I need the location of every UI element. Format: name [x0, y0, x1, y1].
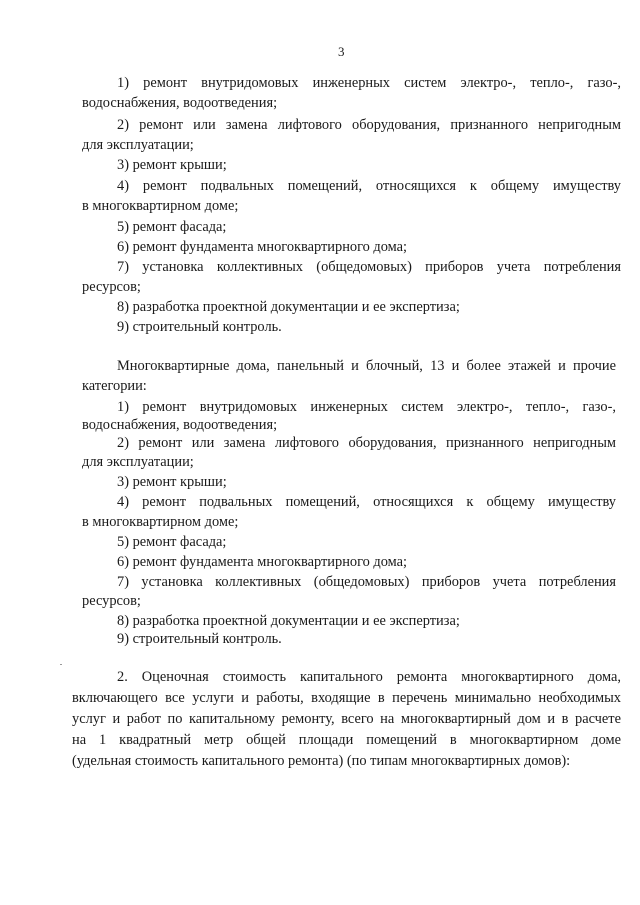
list-item-line: 9) строительный контроль.: [117, 319, 282, 335]
list-item-line: ресурсов;: [82, 593, 141, 609]
section-heading: категории:: [82, 378, 147, 394]
list-item-line: 2) ремонт или замена лифтового оборудования, признанного непригодным: [117, 117, 621, 133]
list-item-line: водоснабжения, водоотведения;: [82, 417, 278, 433]
paragraph-line: на 1 квадратный метр общей площади помещений в многоквартирном доме: [72, 732, 621, 748]
paragraph-line: услуг и работ по капитальному ремонту, всего на многоквартирный дом и в расчете: [72, 711, 621, 727]
list-item-line: 7) установка коллективных (общедомовых) приборов учета потребления: [117, 574, 616, 590]
list-item-line: 2) ремонт или замена лифтового оборудования, признанного непригодным: [117, 435, 616, 451]
paragraph-line: 2. Оценочная стоимость капитального ремонта многоквартирного дома,: [117, 669, 621, 685]
list-item-line: 3) ремонт крыши;: [117, 474, 227, 490]
list-item-line: 7) установка коллективных (общедомовых) приборов учета потребления: [117, 259, 621, 275]
list-item-line: 9) строительный контроль.: [117, 631, 282, 647]
list-item-line: 6) ремонт фундамента многоквартирного дома;: [117, 239, 408, 255]
list-item-line: 8) разработка проектной документации и ее экспертиза;: [117, 299, 460, 315]
list-item-line: для эксплуатации;: [82, 137, 194, 153]
section-heading: Многоквартирные дома, панельный и блочный, 13 и более этажей и прочие: [117, 358, 616, 374]
list-item-line: водоснабжения, водоотведения;: [82, 95, 278, 111]
list-item-line: в многоквартирном доме;: [82, 514, 239, 530]
list-item-line: 1) ремонт внутридомовых инженерных систем электро-, тепло-, газо-,: [117, 75, 621, 91]
list-item-line: для эксплуатации;: [82, 454, 194, 470]
list-item-line: 5) ремонт фасада;: [117, 534, 227, 550]
list-item-line: 6) ремонт фундамента многоквартирного дома;: [117, 554, 408, 570]
list-item-line: 3) ремонт крыши;: [117, 157, 227, 173]
list-item-line: 8) разработка проектной документации и ее экспертиза;: [117, 613, 460, 629]
list-item-line: 4) ремонт подвальных помещений, относящихся к общему имуществу: [117, 178, 621, 194]
list-item-line: 1) ремонт внутридомовых инженерных систем электро-, тепло-, газо-,: [117, 399, 616, 415]
list-item-line: 4) ремонт подвальных помещений, относящихся к общему имуществу: [117, 494, 616, 510]
paragraph-line: включающего все услуги и работы, входящие в перечень минимально необходимых: [72, 690, 621, 706]
list-item-line: в многоквартирном доме;: [82, 198, 239, 214]
list-item-line: ресурсов;: [82, 279, 141, 295]
page-number: 3: [338, 44, 345, 59]
list-item-line: 5) ремонт фасада;: [117, 219, 227, 235]
paragraph-line: (удельная стоимость капитального ремонта) (по типам многоквартирных домов):: [72, 753, 571, 769]
scan-mark: [60, 664, 62, 665]
